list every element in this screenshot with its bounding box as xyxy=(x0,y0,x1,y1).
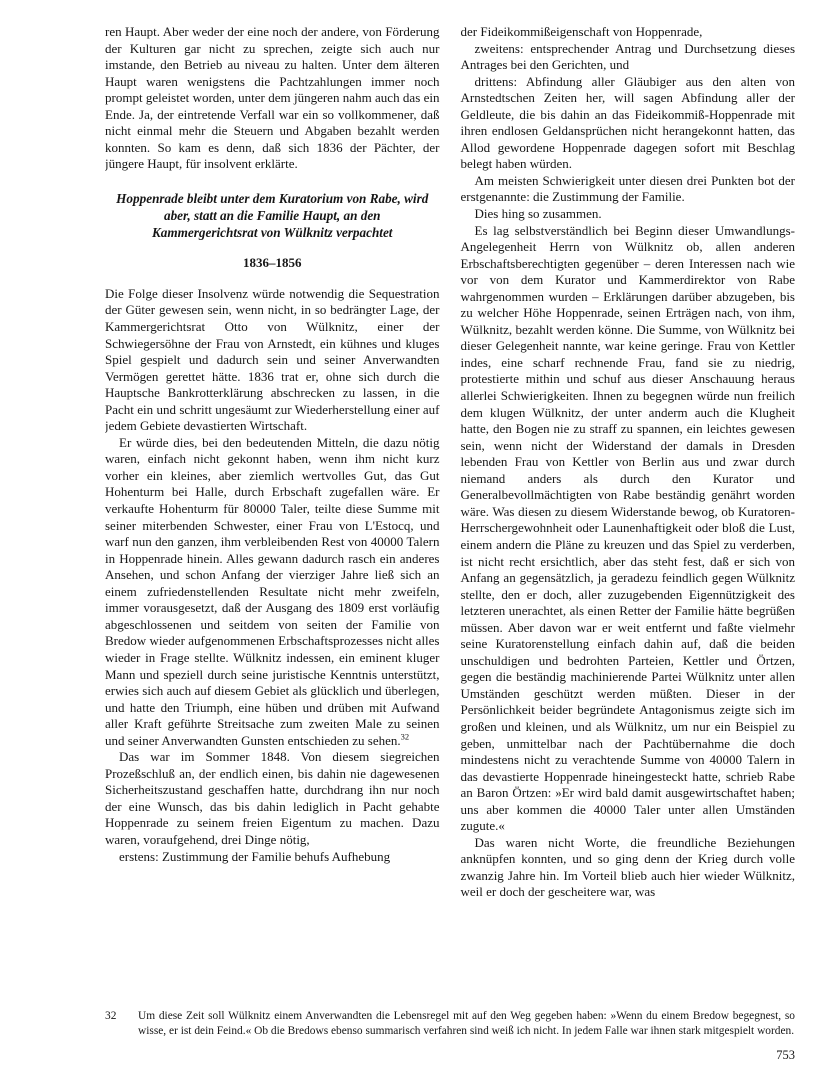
footnote-text: Um diese Zeit soll Wülknitz einem Anverwandten die Lebensregel mit auf den Weg gegeben haben: »Wenn du einem Bredow begegnest, so wisse, er ist dein Feind.« Ob die Bredows ebenso summarisch verfahren sind weiß ich nicht. In jedem Falle war ihnen stark mitgespielt worden. xyxy=(138,1010,795,1037)
paragraph: drittens: Abfindung aller Gläubiger aus den alten von Arnstedtschen Zeiten her, will sagen Abfindung aller der Geldleute, die bis dahin an das Fideikommiß-Hoppenrade mit ihren endlosen Geldansprüchen nicht herangekonnt hatten, das Allod gewordene Hoppenrade dagegen sofort mit Beschlag belegt haben würden. xyxy=(460,73,795,172)
paragraph: Das war im Sommer 1848. Von diesem siegreichen Prozeßschluß an, der endlich einen, bis dahin nie dagewesenen Sicherheitszustand geschaffen hatte, durchdrang ihn nur noch der eine Wunsch, das bis dahin lediglich in Pacht gehabte Hoppenrade zu seinem freien Eigentum zu machen. Dazu waren, voraufgehend, drei Dinge nötig, xyxy=(105,749,440,847)
paragraph: Dies hing so zusammen. xyxy=(474,206,602,222)
text-columns xyxy=(105,24,795,1002)
left-column xyxy=(105,24,440,1002)
paragraph: Es lag selbstverständlich bei Beginn dieser Umwandlungs-Angelegenheit Herrn von Wülknitz ob, allen anderen Erbschaftsberechtigten gegenüber – deren Interessen nach wie vor von dem Kurator und Kammerdirektor von Rabe wahrgenommen wurden – Erklärungen darüber abzugeben, bis zu welcher Höhe Hoppenrade, seinen Erträgen nach, von ihm, Wülknitz, bezahlt werden könne. Die Summe, von Wülknitz bei dieser Gelegenheit nannte, war keine geringe. Frau von Kettler indes, eine scharf rechnende Frau, fand sie zu niedrig, protestierte mithin und schuf aus dieser Anschauung heraus allerlei Schwierigkeiten. Ihnen zu begegnen würde nun freilich dem klugen Wülknitz, der unter anderm auch die Klugheit hatte, den Bogen nie zu straff zu spannen, ein leichtes gewesen sein, wenn nicht der Widerstand der damals in Dresden lebenden Frau von Kettler von Berlin aus und zwar durch niemand anders als durch den Kurator und Generalbevollmächtigten von Rabe beständig genährt worden wäre. Was diesen zu diesem Widerstande bewog, ob Kuratoren-Herrschergewohnheit oder Launenhaftigkeit oder bloß die Lust, einem andern die Pläne zu kreuzen und das Spiel zu verderben, ist nicht recht ersichtlich, aber das steht fest, daß er sich von Anfang an gegensätzlich, ja geradezu feindlich gegen Wülknitz stellte, den er doch, aller zuzugebenden Eigennützigkeit des letzteren unerachtet, als einen Retter der Familie hätte begrüßen müssen. Aber davon war er weit entfernt und faßte vielmehr seine Kuratorenstellung einfach dahin auf, daß die beiden unschuldigen und bedrohten Parteien, Kettler und Örtzen, gegen die beständig machinierende Partei Wülknitz unter allen Umständen geschützt werden müßten. Dieser in der Persönlichkeit beider begründete Antagonismus zeigte sich im großen und kleinen, und als Wülknitz, um nur ein Beispiel zu geben, unmittelbar nach der Pachtübernahme die doch mindestens nicht zu verachtende Summe von 40000 Talern in das devastierte Hoppenrade hineingesteckt hatte, schrieb Rabe an Baron Örtzen: »Er wird bald damit ausgewirtschaftet haben; uns aber kommen die 40000 Taler unter allen Umständen zugute.« xyxy=(460,222,795,834)
paragraph: zweitens: entsprechender Antrag und Durchsetzung dieses Antrages bei den Gerichten, und xyxy=(460,40,795,73)
footnote-number: 32 xyxy=(105,1010,117,1022)
footnote xyxy=(105,1009,795,1038)
paragraph: der Fideikommißeigenschaft von Hoppenrade, xyxy=(460,24,703,39)
paragraph: erstens: Zustimmung der Familie behufs Aufhebung xyxy=(119,848,391,864)
paragraph-text: Er würde dies, bei den bedeutenden Mitteln, die dazu nötig waren, einfach nicht gekonnt haben, wenn ihm nicht kurz vorher ein kleines, aber ziemlich wertvolles Gut, das Gut Hohenturm bei Halle, durch Erbschaft zugefallen wäre. Er verkaufte Hohenturm für 80000 Taler, teilte diese Summe mit seiner miterbenden Schwester, einer Frau von L'Estocq, und warf nun den ganzen, ihm verbleibenden Rest von 40000 Talern in Hoppenrade hinein. Alles gewann dadurch rasch ein anderes Ansehen, und schon Anfang der vierziger Jahre ließ sich an einem zufriedenstellenden Resultate nicht mehr zweifeln, immer vorausgesetzt, daß der Ausgang des 1809 erst vorläufig abgeschlossenen und seitdem von seiten der Familie von Bredow wieder aufgenommenen Erbschaftsprozesses nicht alles wieder in Frage stellte. Wülknitz indessen, ein eminent kluger Mann und speziell durch seine juristische Kenntnis unterstützt, erwies sich auch auf diesem Gebiet als glücklich und überlegen, und hatte den Triumph, eine hüben und drüben mit Aufwand aller Kraft geführte Streitsache zum zweiten Male zu seinen und seiner Anverwandten Gunsten entschieden zu sehen. xyxy=(105,434,440,748)
paragraph xyxy=(105,435,440,749)
footnote-ref: 32 xyxy=(400,731,410,742)
date-heading: 1836–1856 xyxy=(243,254,302,270)
page-number: 753 xyxy=(776,1048,795,1062)
section-heading: Hoppenrade bleibt unter dem Kuratorium von Rabe, wird aber, statt an die Familie Haupt, an den Kammergerichtsrat von Wülknitz verpachtet xyxy=(116,190,429,240)
paragraph: Am meisten Schwierigkeit unter diesen drei Punkten bot der erstgenannte: die Zustimmung der Familie. xyxy=(460,172,795,205)
paragraph: Das waren nicht Worte, die freundliche Beziehungen anknüpfen konnten, und so ging denn der Krieg durch volle zwanzig Jahre hin. Im Vorteil blieb auch hier wieder Wülknitz, weil er doch der gescheitere war, was xyxy=(460,834,795,900)
paragraph: ren Haupt. Aber weder der eine noch der andere, von Förderung der Kulturen gar nicht zu sprechen, zeigte sich auch nur imstande, den Betrieb au niveau zu halten. Unter dem älteren Haupt waren wenigstens die Pachtzahlungen immer noch prompt geleistet worden, unter dem jüngeren nahm auch das ein Ende. Ja, der eintretende Verfall war ein so vollkommener, daß nicht einmal mehr die Steuern und Abgaben bezahlt werden konnten. So kam es denn, daß sich 1836 der Pächter, der jüngere Haupt, für insolvent erklärte. xyxy=(105,24,440,172)
paragraph: Die Folge dieser Insolvenz würde notwendig die Sequestration der Güter gewesen sein, wenn nicht, in so bedrängter Lage, der Kammergerichtsrat Otto von Wülknitz, einer der Schwiegersöhne der Frau von Arnstedt, ein kühnes und kluges Spiel gespielt und dadurch sein und seiner Anverwandten Vermögen gerettet hätte. 1836 trat er, ohne sich durch die Hauptsche Bankrotterklärung abschrecken zu lassen, in die Pacht ein und schritt ungesäumt zur Wiederherstellung einer auf jedem Gebiete devastierten Wirtschaft. xyxy=(105,285,440,434)
right-column xyxy=(461,24,796,1002)
